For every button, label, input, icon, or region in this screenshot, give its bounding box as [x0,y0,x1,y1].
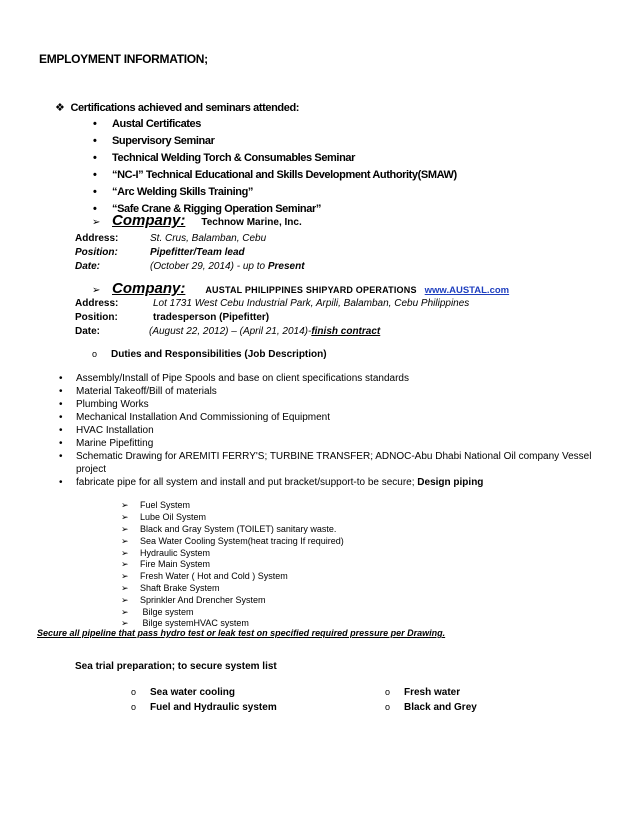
bullet-icon: • [59,373,63,384]
sea-trial-right-item: o Black and Grey [385,702,477,713]
duty-item: • Schematic Drawing for AREMITI FERRY'S; TURBINE TRANSFER; ADNOC-Abu Dhabi National Oil company Vessel [59,451,592,462]
section-heading: EMPLOYMENT INFORMATION; [39,52,208,66]
cert-item: • “Arc Welding Skills Training” [93,186,254,198]
bullet-icon: • [93,203,97,215]
duty-item: • Material Takeoff/Bill of materials [59,386,217,397]
certifications-title: Certifications achieved and seminars attended: [70,102,300,114]
cert-item: • Supervisory Seminar [93,135,215,147]
arrow-bullet-icon: ➢ [92,285,101,296]
bullet-icon: • [93,152,97,164]
job1-company-row [92,212,302,230]
job2-position: tradesperson (Pipefitter) [153,312,270,323]
company-name: Technow Marine, Inc. [201,217,302,228]
certifications-title-row [55,101,299,114]
job1-address-label: Address: [75,233,119,244]
bullet-icon: • [59,425,63,436]
sea-trial-left-item: o Sea water cooling [131,687,236,698]
arrow-bullet-icon: ➢ [121,512,129,522]
arrow-bullet-icon: ➢ [92,217,101,228]
duty-item: • HVAC Installation [59,425,154,436]
circle-bullet-icon: o [131,702,137,712]
cert-item: • Austal Certificates [93,118,201,130]
bullet-icon: • [59,386,63,397]
company-label: Company: [112,212,186,229]
secure-note: Secure all pipeline that pass hydro test or leak test on specified required pressure per Drawing. [37,628,446,638]
duty-item: • fabricate pipe for all system and install and put bracket/support-to be secure; Design piping [59,477,484,488]
job1-position-label: Position: [75,247,118,258]
company-name: AUSTAL PHILIPPINES SHIPYARD OPERATIONS [205,285,417,295]
cert-item: • “NC-I” Technical Educational and Skills Development Authority(SMAW) [93,169,457,181]
arrow-bullet-icon: ➢ [121,524,129,534]
diamond-bullet-icon: ❖ [55,102,65,114]
job1-date: (October 29, 2014) - up to Present [150,261,305,272]
circle-bullet-icon: o [385,687,391,697]
company-website-link[interactable]: www.AUSTAL.com [424,285,510,296]
system-item: ➢ Fire Main System [121,559,211,569]
bullet-icon: • [93,169,97,181]
bullet-icon: • [93,118,97,130]
system-item: ➢ Black and Gray System (TOILET) sanitary waste. [121,524,337,534]
system-item: ➢ Sea Water Cooling System(heat tracing If required) [121,536,344,546]
duty-item: • Marine Pipefitting [59,438,154,449]
job1-date-label: Date: [75,261,101,272]
system-item: ➢ Fuel System [121,500,191,510]
arrow-bullet-icon: ➢ [121,536,129,546]
system-item: ➢ Hydraulic System [121,548,211,558]
sea-trial-right-item: o Fresh water [385,687,461,698]
duties-title-row [92,349,327,360]
duty-item-continuation: project [76,464,107,475]
job2-position-label: Position: [75,312,118,323]
arrow-bullet-icon: ➢ [121,583,129,593]
job1-address: St. Crus, Balamban, Cebu [150,233,267,244]
job2-date: (August 22, 2012) – (April 21, 2014)-finish contract [149,326,381,337]
arrow-bullet-icon: ➢ [121,607,129,617]
arrow-bullet-icon: ➢ [121,548,129,558]
cert-item: • “Safe Crane & Rigging Operation Seminar” [93,203,321,215]
bullet-icon: • [59,412,63,423]
bullet-icon: • [59,438,63,449]
bullet-icon: • [93,186,97,198]
system-item: ➢ Lube Oil System [121,512,207,522]
bullet-icon: • [59,399,63,410]
system-item: ➢ Fresh Water ( Hot and Cold ) System [121,571,288,581]
job2-address: Lot 1731 West Cebu Industrial Park, Arpili, Balamban, Cebu Philippines [153,298,470,309]
arrow-bullet-icon: ➢ [121,571,129,581]
duty-item: • Mechanical Installation And Commissioning of Equipment [59,412,331,423]
company-label: Company: [112,280,186,297]
duty-item: • Assembly/Install of Pipe Spools and base on client specifications standards [59,373,409,384]
arrow-bullet-icon: ➢ [121,618,129,628]
bullet-icon: • [59,451,63,462]
bullet-icon: • [59,477,63,488]
job2-company-row [92,280,509,298]
system-item: ➢ Shaft Brake System [121,583,220,593]
duties-title: Duties and Responsibilities (Job Description) [111,349,327,360]
system-item: ➢ Sprinkler And Drencher System [121,595,266,605]
circle-bullet-icon: o [92,349,98,359]
arrow-bullet-icon: ➢ [121,559,129,569]
system-item: ➢ Bilge systemHVAC system [121,618,249,628]
job2-address-label: Address: [75,298,119,309]
job2-date-label: Date: [75,326,101,337]
sea-trial-left-item: o Fuel and Hydraulic system [131,702,277,713]
bullet-icon: • [93,135,97,147]
job1-position: Pipefitter/Team lead [150,247,245,258]
circle-bullet-icon: o [385,702,391,712]
duty-item: • Plumbing Works [59,399,149,410]
cert-item: • Technical Welding Torch & Consumables Seminar [93,152,355,164]
system-item: ➢ Bilge system [121,607,194,617]
arrow-bullet-icon: ➢ [121,595,129,605]
sea-trial-title: Sea trial preparation; to secure system list [75,661,277,672]
circle-bullet-icon: o [131,687,137,697]
arrow-bullet-icon: ➢ [121,500,129,510]
